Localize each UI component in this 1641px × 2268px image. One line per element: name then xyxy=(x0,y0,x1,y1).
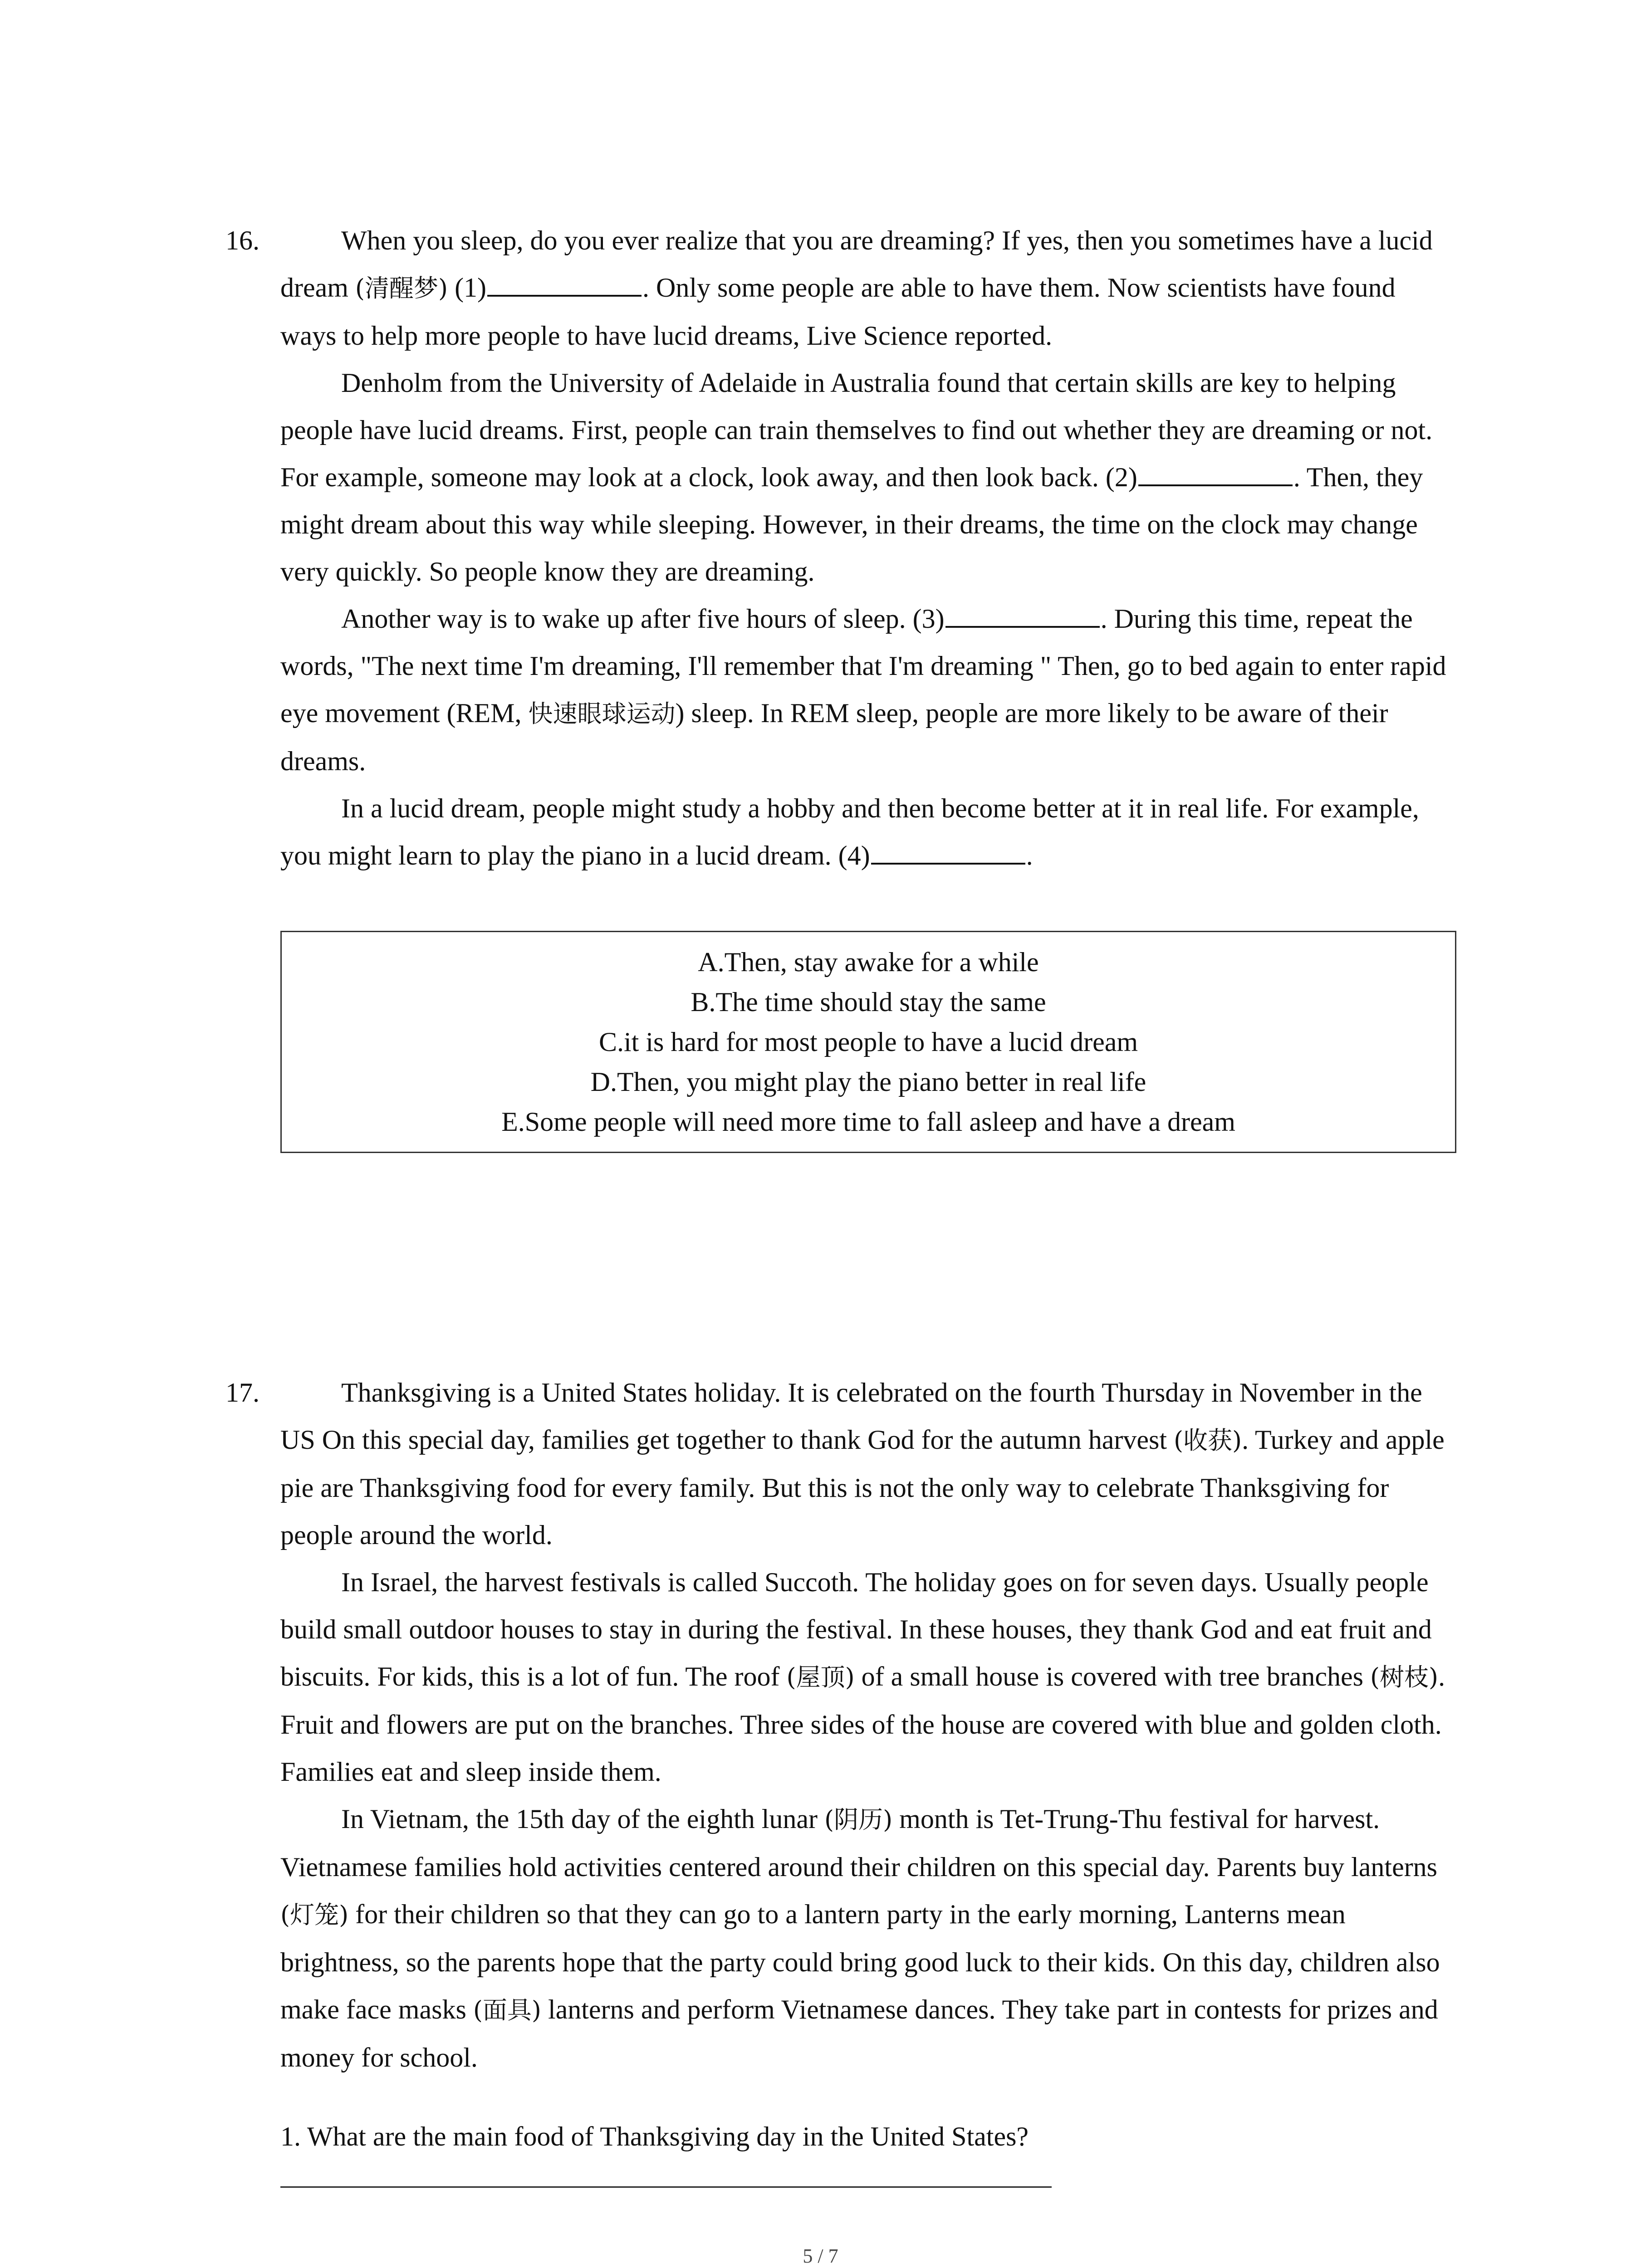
paragraph-2 xyxy=(280,1559,1456,1795)
paragraph-3 xyxy=(280,1795,1456,2081)
question-number: 17. xyxy=(225,1378,260,1408)
paragraph-text: In Israel, the harvest festivals is called Succoth. The holiday goes on for seven days. Usually people build small outdoor houses to stay in during the festival. In these houses, they thank God and eat fruit and biscuits. For kids, this is a lot of fun. The roof xyxy=(280,1567,1432,1691)
option-d: D.Then, you might play the piano better in real life xyxy=(590,1067,1146,1097)
chinese-gloss: (面具) xyxy=(473,1996,541,2024)
question-number: 16. xyxy=(225,225,260,255)
paragraph-text: Another way is to wake up after five hours of sleep. (3) xyxy=(341,604,945,634)
question-text: 1. What are the main food of Thanksgiving day in the United States? xyxy=(280,2121,1029,2151)
paragraph-text: . Then, they might dream about this way while sleeping. However, in their dreams, the time on the clock may change very quickly. So people know they are dreaming. xyxy=(280,462,1423,587)
chinese-gloss: (屋顶) xyxy=(786,1663,855,1691)
paragraph-text: . Fruit and flowers are put on the branches. Three sides of the house are covered with blue and golden cloth. Families eat and sleep inside them. xyxy=(280,1662,1445,1787)
option-c: C.it is hard for most people to have a lucid dream xyxy=(598,1027,1138,1057)
paragraph-1 xyxy=(220,217,1456,359)
paragraph-text: . Turkey and apple pie are Thanksgiving food for every family. But this is not the only way to celebrate Thanksgiving for people around the world. xyxy=(280,1425,1445,1550)
question-1 xyxy=(280,2113,1456,2160)
answer-blank-1[interactable] xyxy=(487,269,642,297)
paragraph-text: for their children so that they can go to a lantern party in the early morning, Lanterns mean brightness, so the parents hope that the party could bring good luck to their kids. On this day, children also make face masks xyxy=(280,1899,1440,2024)
chinese-gloss: (阴历) xyxy=(824,1805,893,1834)
paragraph-text: lanterns and perform Vietnamese dances. They take part in contests for prizes and money for school. xyxy=(280,1994,1438,2072)
paragraph-2 xyxy=(280,359,1456,595)
paragraph-text: . During this time, repeat the words, "The next time I'm dreaming, I'll remember that I'm dreaming " Then, go to bed again to enter rapid eye movement (REM, xyxy=(280,604,1446,728)
chinese-gloss: (清醒梦) xyxy=(355,274,448,303)
paragraph-text: Denholm from the University of Adelaide in Australia found that certain skills are key to helping people have lucid dreams. First, people can train themselves to find out whether they are dreaming or not. For example, someone may look at a clock, look away, and then look back. (2) xyxy=(280,368,1433,492)
paragraph-4 xyxy=(280,785,1456,879)
paragraph-text: In a lucid dream, people might study a hobby and then become better at it in real life. For example, you might learn to play the piano in a lucid dream. (4) xyxy=(280,793,1419,870)
paragraph-text: When you sleep, do you ever realize that you are dreaming? If yes, then you sometimes have a lucid dream xyxy=(280,225,1433,303)
chinese-gloss: (灯笼) xyxy=(280,1901,349,1929)
answer-blank-4[interactable] xyxy=(871,836,1025,865)
paragraph-text: ) sleep. In REM sleep, people are more likely to be aware of their dreams. xyxy=(280,698,1388,776)
paragraph-text: Thanksgiving is a United States holiday. It is celebrated on the fourth Thursday in November in the US On this special day, families get together to thank God for the autumn harvest xyxy=(280,1378,1422,1455)
paragraph-text: In Vietnam, the 15th day of the eighth lunar xyxy=(341,1804,825,1834)
answer-blank-2[interactable] xyxy=(1138,458,1293,486)
paragraph-text: month is Tet-Trung-Thu festival for harvest. Vietnamese families hold activities centered around their children on this special day. Parents buy lanterns xyxy=(280,1804,1438,1882)
option-b: B.The time should stay the same xyxy=(691,987,1046,1017)
page-number: 5 / 7 xyxy=(803,2245,838,2267)
paragraph-text: . Only some people are able to have them. Now scientists have found ways to help more people to have lucid dreams, Live Science reported. xyxy=(280,273,1396,351)
answer-blank-3[interactable] xyxy=(945,600,1100,628)
chinese-gloss: (树枝) xyxy=(1370,1663,1439,1691)
question-body xyxy=(280,217,1456,879)
option-e: E.Some people will need more time to fall asleep and have a dream xyxy=(501,1107,1235,1137)
chinese-gloss: 快速眼球运动 xyxy=(528,699,676,728)
question-body xyxy=(280,1369,1456,2160)
options-box xyxy=(280,931,1456,1153)
option-a: A.Then, stay awake for a while xyxy=(698,947,1039,977)
paragraph-text: of a small house is covered with tree branches xyxy=(854,1662,1370,1691)
paragraph-1 xyxy=(280,1369,1456,1559)
paragraph-text: . xyxy=(1026,841,1033,870)
paragraph-text: (1) xyxy=(448,273,487,303)
chinese-gloss: (收获) xyxy=(1173,1426,1242,1455)
paragraph-3 xyxy=(280,595,1456,785)
answer-line[interactable] xyxy=(280,2186,1052,2188)
